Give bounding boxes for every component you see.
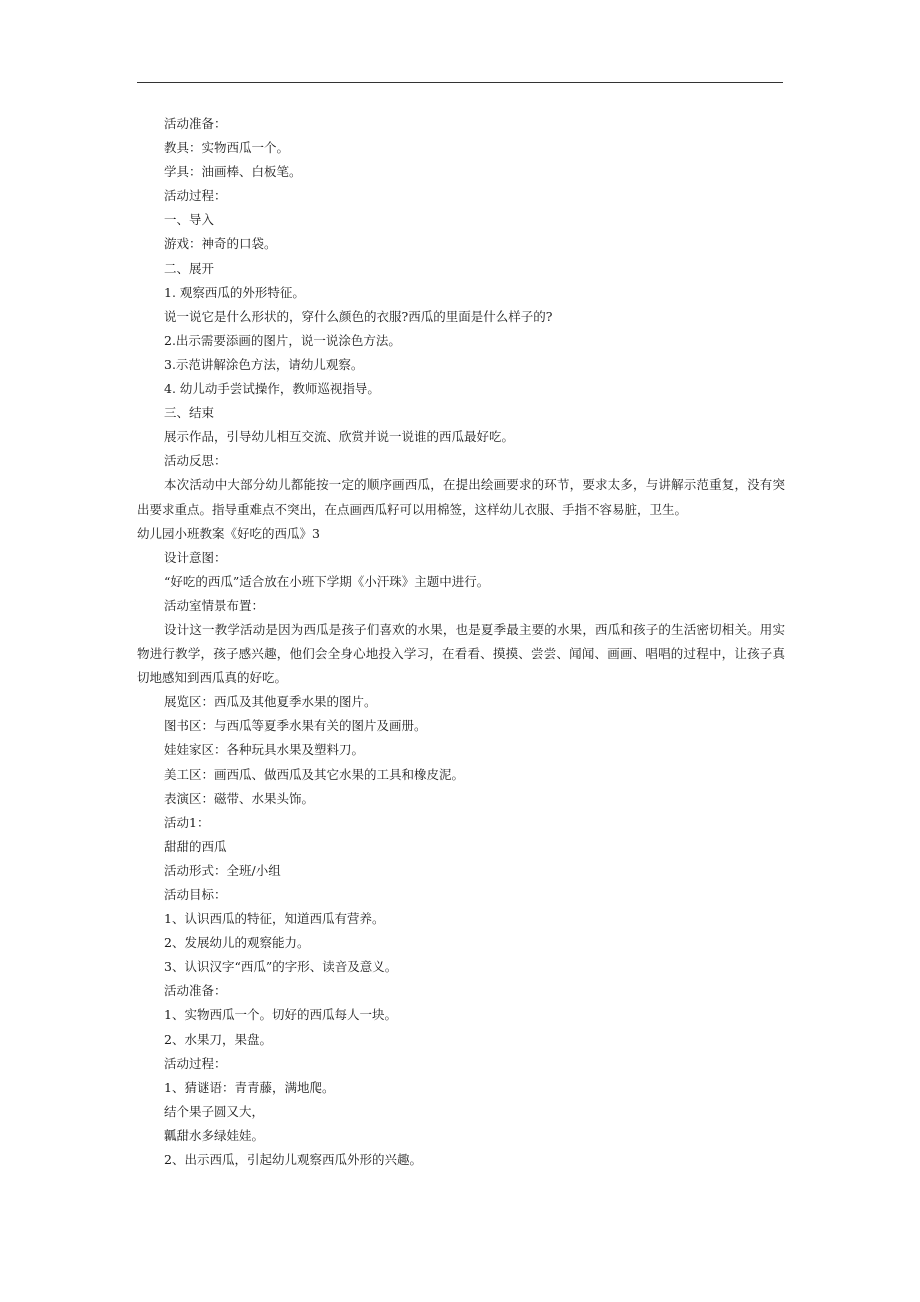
text-line: 活动准备：	[164, 116, 227, 131]
text-line: 活动准备：	[164, 983, 227, 999]
text-line: 活动目标：	[164, 887, 227, 902]
lines-group-c	[137, 690, 785, 1172]
text-line: 二、展开	[164, 260, 215, 276]
text-line: 3、认识汉字“西瓜”的字形、读音及意义。	[164, 959, 398, 975]
text-line: 2、发展幼儿的观察能力。	[164, 935, 310, 951]
text-line: 活动1：	[164, 814, 210, 830]
text-line: 1. 观察西瓜的外形特征。	[164, 284, 305, 300]
text-line: 学具：油画棒、白板笔。	[164, 164, 302, 180]
lines-group-b	[137, 546, 785, 618]
text-line: 说一说它是什么形状的，穿什么颜色的衣服?西瓜的里面是什么样子的?	[164, 308, 553, 324]
text-line: 活动过程：	[164, 188, 227, 204]
text-line: 教具：实物西瓜一个。	[164, 140, 290, 156]
document-body	[137, 112, 785, 1172]
text-line: 展览区：西瓜及其他夏季水果的图片。	[164, 694, 377, 710]
text-line: 图书区：与西瓜等夏季水果有关的图片及画册。	[164, 718, 427, 734]
header-rule	[137, 82, 783, 83]
text-line: 一、导入	[164, 212, 215, 228]
text-line: 活动室情景布置：	[164, 597, 265, 613]
text-line: 游戏：神奇的口袋。	[164, 236, 277, 252]
lines-group-a	[137, 112, 785, 473]
text-line: 表演区：磁带、水果头饰。	[164, 790, 315, 806]
text-line: 瓤甜水多绿娃娃。	[164, 1127, 265, 1143]
text-line: 活动过程：	[164, 1055, 227, 1071]
design-paragraph: 设计这一教学活动是因为西瓜是孩子们喜欢的水果，也是夏季最主要的水果，西瓜和孩子的生活密切相关。用实物进行教学，孩子感兴趣，他们会全身心地投入学习，在看看、摸摸、尝尝、闻闻、画画、唱唱的过程中，让孩子真切地感知到西瓜真的好吃。	[137, 621, 785, 686]
text-line: 1、猜谜语：青青藤，满地爬。	[164, 1079, 335, 1095]
text-line: 甜甜的西瓜	[164, 838, 227, 854]
text-line: 活动形式：全班/小组	[164, 862, 281, 878]
text-line: 设计意图：	[164, 549, 227, 565]
text-line: 2.出示需要添画的图片，说一说涂色方法。	[164, 332, 401, 348]
text-line: 1、实物西瓜一个。切好的西瓜每人一块。	[164, 1007, 397, 1023]
text-line: 活动反思：	[164, 453, 227, 469]
text-line: 3.示范讲解涂色方法，请幼儿观察。	[164, 356, 364, 372]
text-line: “好吃的西瓜”适合放在小班下学期《小汗珠》主题中进行。	[164, 573, 490, 589]
text-line: 2、水果刀，果盘。	[164, 1031, 272, 1047]
text-line: 2、出示西瓜，引起幼儿观察西瓜外形的兴趣。	[164, 1152, 422, 1168]
text-line: 4. 幼儿动手尝试操作，教师巡视指导。	[164, 381, 380, 397]
text-line: 三、结束	[164, 405, 215, 421]
text-line: 1、认识西瓜的特征，知道西瓜有营养。	[164, 911, 385, 927]
reflection-paragraph: 本次活动中大部分幼儿都能按一定的顺序画西瓜，在提出绘画要求的环节，要求太多，与讲解示范重复，没有突出要求重点。指导重难点不突出，在点画西瓜籽可以用棉签，这样幼儿衣服、手指不容易脏，卫生。	[137, 477, 785, 517]
text-line: 结个果子圆又大，	[164, 1103, 265, 1119]
section-title: 幼儿园小班教案《好吃的西瓜》3	[137, 525, 320, 541]
text-line: 美工区：画西瓜、做西瓜及其它水果的工具和橡皮泥。	[164, 766, 465, 782]
text-line: 娃娃家区：各种玩具水果及塑料刀。	[164, 742, 365, 758]
text-line: 展示作品，引导幼儿相互交流、欣赏并说一说谁的西瓜最好吃。	[164, 429, 515, 445]
